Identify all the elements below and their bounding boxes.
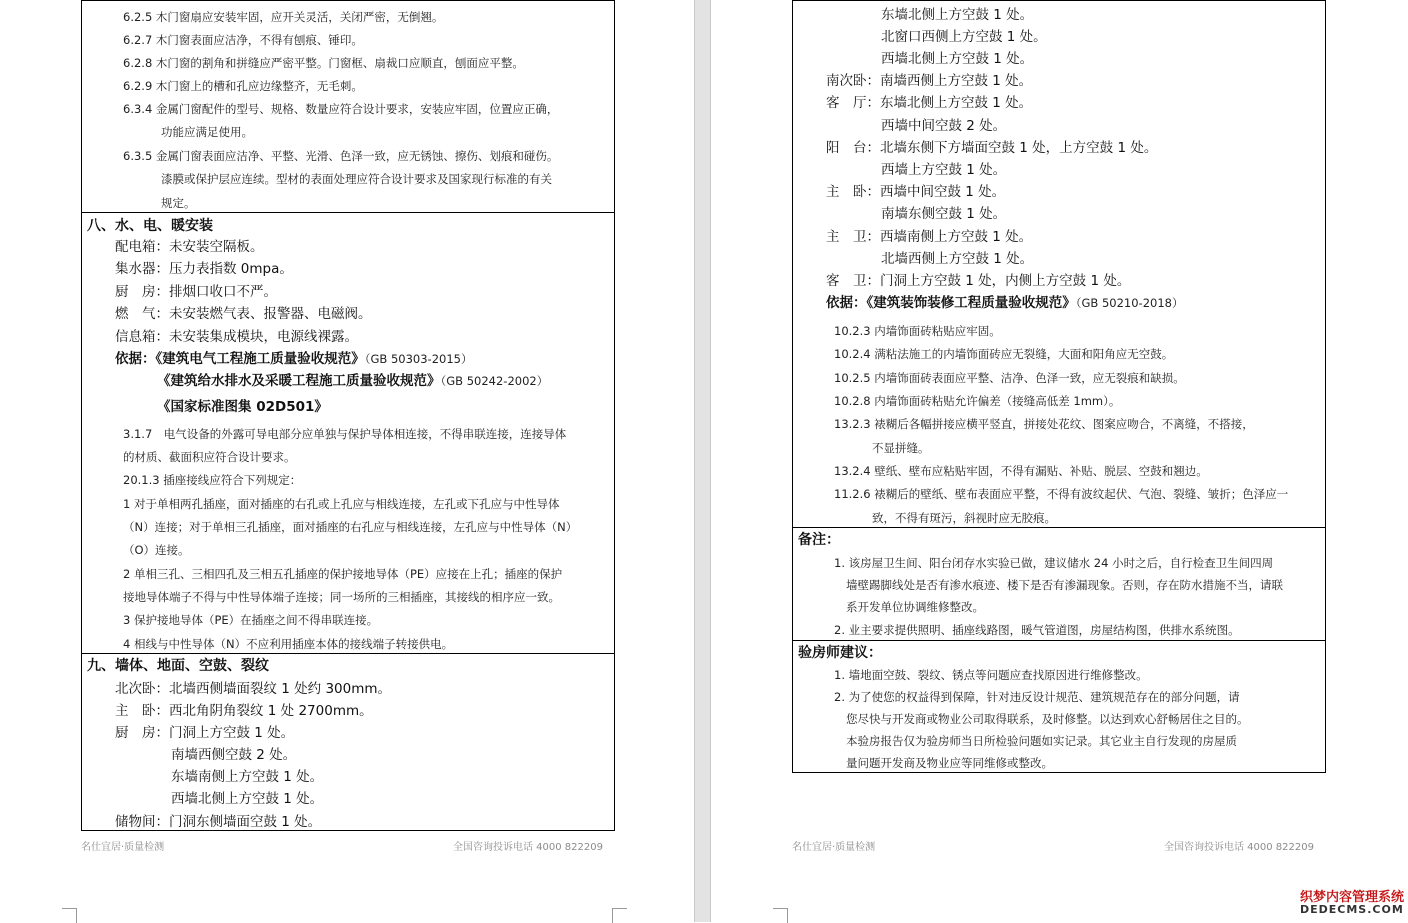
clause-line: 1 对于单相两孔插座，面对插座的右孔或上孔应与相线连接，左孔或下孔应与中性导体 xyxy=(123,497,560,511)
inspection-item: 西墙北侧上方空鼓 1 处。 xyxy=(881,51,1034,67)
basis-label: 依据： xyxy=(115,351,156,367)
basis-standard-name: 《建筑电气工程施工质量验收规范》 xyxy=(155,351,365,367)
clause-line: 6.2.9 木门窗上的槽和孔应边缘整齐，无毛刺。 xyxy=(123,79,363,93)
clause-line: 10.2.3 内墙饰面砖粘贴应牢固。 xyxy=(834,324,1001,338)
clause-line: 致，不得有斑污，斜视时应无胶痕。 xyxy=(872,511,1056,525)
advice-line: 本验房报告仅为验房师当日所检验问题如实记录。其它业主自行发现的房屋质 xyxy=(846,734,1237,748)
basis-line xyxy=(115,349,472,369)
inspection-item: 西墙上方空鼓 1 处。 xyxy=(881,162,1007,178)
left-table xyxy=(81,0,615,831)
clause-line: （N）连接；对于单相三孔插座，面对插座的右孔应与相线连接，左孔应与中性导体（N） xyxy=(123,520,578,534)
section-divider xyxy=(82,653,614,654)
inspection-item: 南墙西侧空鼓 2 处。 xyxy=(171,747,297,763)
remark-line: 系开发单位协调维修整改。 xyxy=(846,600,984,614)
clause-line: 13.2.3 裱糊后各幅拼接应横平竖直，拼接处花纹、图案应吻合，不离缝，不搭接， xyxy=(834,417,1254,431)
basis-standard-code: （GB 50242-2002） xyxy=(440,374,549,388)
clause-line: 6.2.5 木门窗扇应安装牢固，应开关灵活，关闭严密，无倒翘。 xyxy=(123,10,444,24)
clause-line: 11.2.6 裱糊后的壁纸、壁布表面应平整，不得有波纹起伏、气泡、裂缝、皱折；色泽应一 xyxy=(834,487,1289,501)
clause-line: 6.3.5 金属门窗表面应洁净、平整、光滑、色泽一致，应无锈蚀、擦伤、划痕和碰伤。 xyxy=(123,149,559,163)
inspection-item: 北墙西侧上方空鼓 1 处。 xyxy=(881,251,1034,267)
inspection-item: 客 厅：东墙北侧上方空鼓 1 处。 xyxy=(826,95,1033,111)
clause-line: 4 相线与中性导体（N）不应利用插座本体的接线端子转接供电。 xyxy=(123,637,454,651)
clause-line: 10.2.8 内墙饰面砖粘贴允许偏差（接缝高低差 1mm）。 xyxy=(834,394,1121,408)
remark-line: 2. 业主要求提供照明、插座线路图，暖气管道图，房屋结构图，供排水系统图。 xyxy=(834,623,1240,637)
inspection-item: 厨 房：门洞上方空鼓 1 处。 xyxy=(115,725,295,741)
clause-line: 13.2.4 壁纸、壁布应粘贴牢固，不得有漏贴、补贴、脱层、空鼓和翘边。 xyxy=(834,464,1208,478)
clause-line: 3.1.7 电气设备的外露可导电部分应单独与保护导体相连接，不得串联连接，连接导体 xyxy=(123,427,567,441)
inspection-item: 东墙北侧上方空鼓 1 处。 xyxy=(881,7,1034,23)
remarks-title: 备注： xyxy=(798,532,840,548)
inspection-item: 南墙东侧空鼓 1 处。 xyxy=(881,206,1007,222)
basis-line xyxy=(826,293,1183,313)
clause-line: 规定。 xyxy=(161,196,196,210)
crop-mark xyxy=(612,908,627,923)
clause-line: 3 保护接地导体（PE）在插座之间不得串联连接。 xyxy=(123,613,379,627)
inspection-item: 西墙北侧上方空鼓 1 处。 xyxy=(171,791,324,807)
inspection-item: 南次卧：南墙西侧上方空鼓 1 处。 xyxy=(826,73,1033,89)
inspection-item: 主 卫：西墙南侧上方空鼓 1 处。 xyxy=(826,229,1033,245)
remark-line: 墙壁踢脚线处是否有渗水痕迹、楼下是否有渗漏现象。否则，存在防水措施不当，请联 xyxy=(846,578,1283,592)
clause-line: 20.1.3 插座接线应符合下列规定： xyxy=(123,473,302,487)
footer-hotline: 全国咨询投诉电话 4000 822209 xyxy=(1164,842,1314,853)
advice-line: 2. 为了使您的权益得到保障，针对违反设计规范、建筑规范存在的部分问题，请 xyxy=(834,690,1240,704)
inspection-item: 东墙南侧上方空鼓 1 处。 xyxy=(171,769,324,785)
footer-brand: 名仕宜居·质量检测 xyxy=(792,842,876,853)
advice-line: 您尽快与开发商或物业公司取得联系，及时修整。以达到欢心舒畅居住之目的。 xyxy=(846,712,1249,726)
advice-title: 验房师建议： xyxy=(798,645,882,661)
inspection-item: 客 卫：门洞上方空鼓 1 处，内侧上方空鼓 1 处。 xyxy=(826,273,1131,289)
inspection-item: 西墙中间空鼓 2 处。 xyxy=(881,118,1007,134)
right-table xyxy=(792,0,1326,773)
clause-line: 6.3.4 金属门窗配件的型号、规格、数量应符合设计要求，安装应牢固，位置应正确， xyxy=(123,102,559,116)
inspection-item: 主 卧：西北角阴角裂纹 1 处 2700mm。 xyxy=(115,703,373,719)
watermark-title: 织梦内容管理系统 xyxy=(1300,890,1405,905)
clause-line: （O）连接。 xyxy=(123,543,190,557)
inspection-item: 信息箱：未安装集成模块，电源线裸露。 xyxy=(115,329,358,345)
clause-line: 6.2.7 木门窗表面应洁净，不得有刨痕、锤印。 xyxy=(123,33,363,47)
clause-line: 的材质、截面积应符合设计要求。 xyxy=(123,450,296,464)
basis-standard-code: （GB 50210-2018） xyxy=(1075,296,1184,310)
inspection-item: 北窗口西侧上方空鼓 1 处。 xyxy=(881,29,1047,45)
inspection-item: 储物间：门洞东侧墙面空鼓 1 处。 xyxy=(115,814,322,830)
basis-line xyxy=(157,397,328,417)
inspection-item: 燃 气：未安装燃气表、报警器、电磁阀。 xyxy=(115,306,372,322)
watermark-logo xyxy=(1284,880,1408,922)
inspection-item: 厨 房：排烟口收口不严。 xyxy=(115,284,277,300)
page-left xyxy=(0,0,695,922)
crop-mark xyxy=(62,908,77,923)
advice-line: 1. 墙地面空鼓、裂纹、锈点等问题应查找原因进行维修整改。 xyxy=(834,668,1148,682)
page-right xyxy=(711,0,1408,922)
clause-line: 2 单相三孔、三相四孔及三相五孔插座的保护接地导体（PE）应接在上孔；插座的保护 xyxy=(123,567,563,581)
clause-line: 10.2.4 满粘法施工的内墙饰面砖应无裂缝，大面和阳角应无空鼓。 xyxy=(834,347,1174,361)
clause-line: 功能应满足使用。 xyxy=(161,125,253,139)
basis-line xyxy=(157,371,548,391)
remark-line: 1. 该房屋卫生间、阳台闭存水实验已做，建议储水 24 小时之后，自行检查卫生间四周 xyxy=(834,556,1274,570)
basis-standard-name: 《国家标准图集 02D501》 xyxy=(157,399,328,415)
inspection-item: 主 卧：西墙中间空鼓 1 处。 xyxy=(826,184,1006,200)
inspection-item: 集水器：压力表指数 0mpa。 xyxy=(115,261,293,277)
inspection-item: 配电箱：未安装空隔板。 xyxy=(115,239,264,255)
clause-line: 6.2.8 木门窗的割角和拼缝应严密平整。门窗框、扇裁口应顺直，刨面应平整。 xyxy=(123,56,524,70)
basis-standard-name: 《建筑给水排水及采暖工程施工质量验收规范》 xyxy=(157,373,441,389)
basis-standard-name: 《建筑装饰装修工程质量验收规范》 xyxy=(866,295,1076,311)
section-divider xyxy=(82,212,614,213)
clause-line: 不显拼缝。 xyxy=(872,441,930,455)
watermark-domain: DEDECMS.COM xyxy=(1300,903,1404,916)
clause-line: 接地导体端子不得与中性导体端子连接；同一场所的三相插座，其接线的相序应一致。 xyxy=(123,590,560,604)
section-divider xyxy=(793,640,1325,641)
section-divider xyxy=(793,527,1325,528)
inspection-item: 阳 台：北墙东侧下方墙面空鼓 1 处，上方空鼓 1 处。 xyxy=(826,140,1158,156)
inspection-item: 北次卧：北墙西侧墙面裂纹 1 处约 300mm。 xyxy=(115,681,392,697)
basis-standard-code: （GB 50303-2015） xyxy=(364,352,473,366)
clause-line: 10.2.5 内墙饰面砖表面应平整、洁净、色泽一致，应无裂痕和缺损。 xyxy=(834,371,1185,385)
crop-mark xyxy=(773,908,788,923)
advice-line: 量问题开发商及物业应等同维修或整改。 xyxy=(846,756,1053,770)
basis-label: 依据： xyxy=(826,295,867,311)
page-gutter xyxy=(695,0,711,922)
section-title: 九、墙体、地面、空鼓、裂纹 xyxy=(87,658,269,674)
section-title: 八、水、电、暖安装 xyxy=(87,218,213,234)
footer-brand: 名仕宜居·质量检测 xyxy=(81,842,165,853)
footer-hotline: 全国咨询投诉电话 4000 822209 xyxy=(453,842,603,853)
clause-line: 漆膜或保护层应连续。型材的表面处理应符合设计要求及国家现行标准的有关 xyxy=(161,172,552,186)
